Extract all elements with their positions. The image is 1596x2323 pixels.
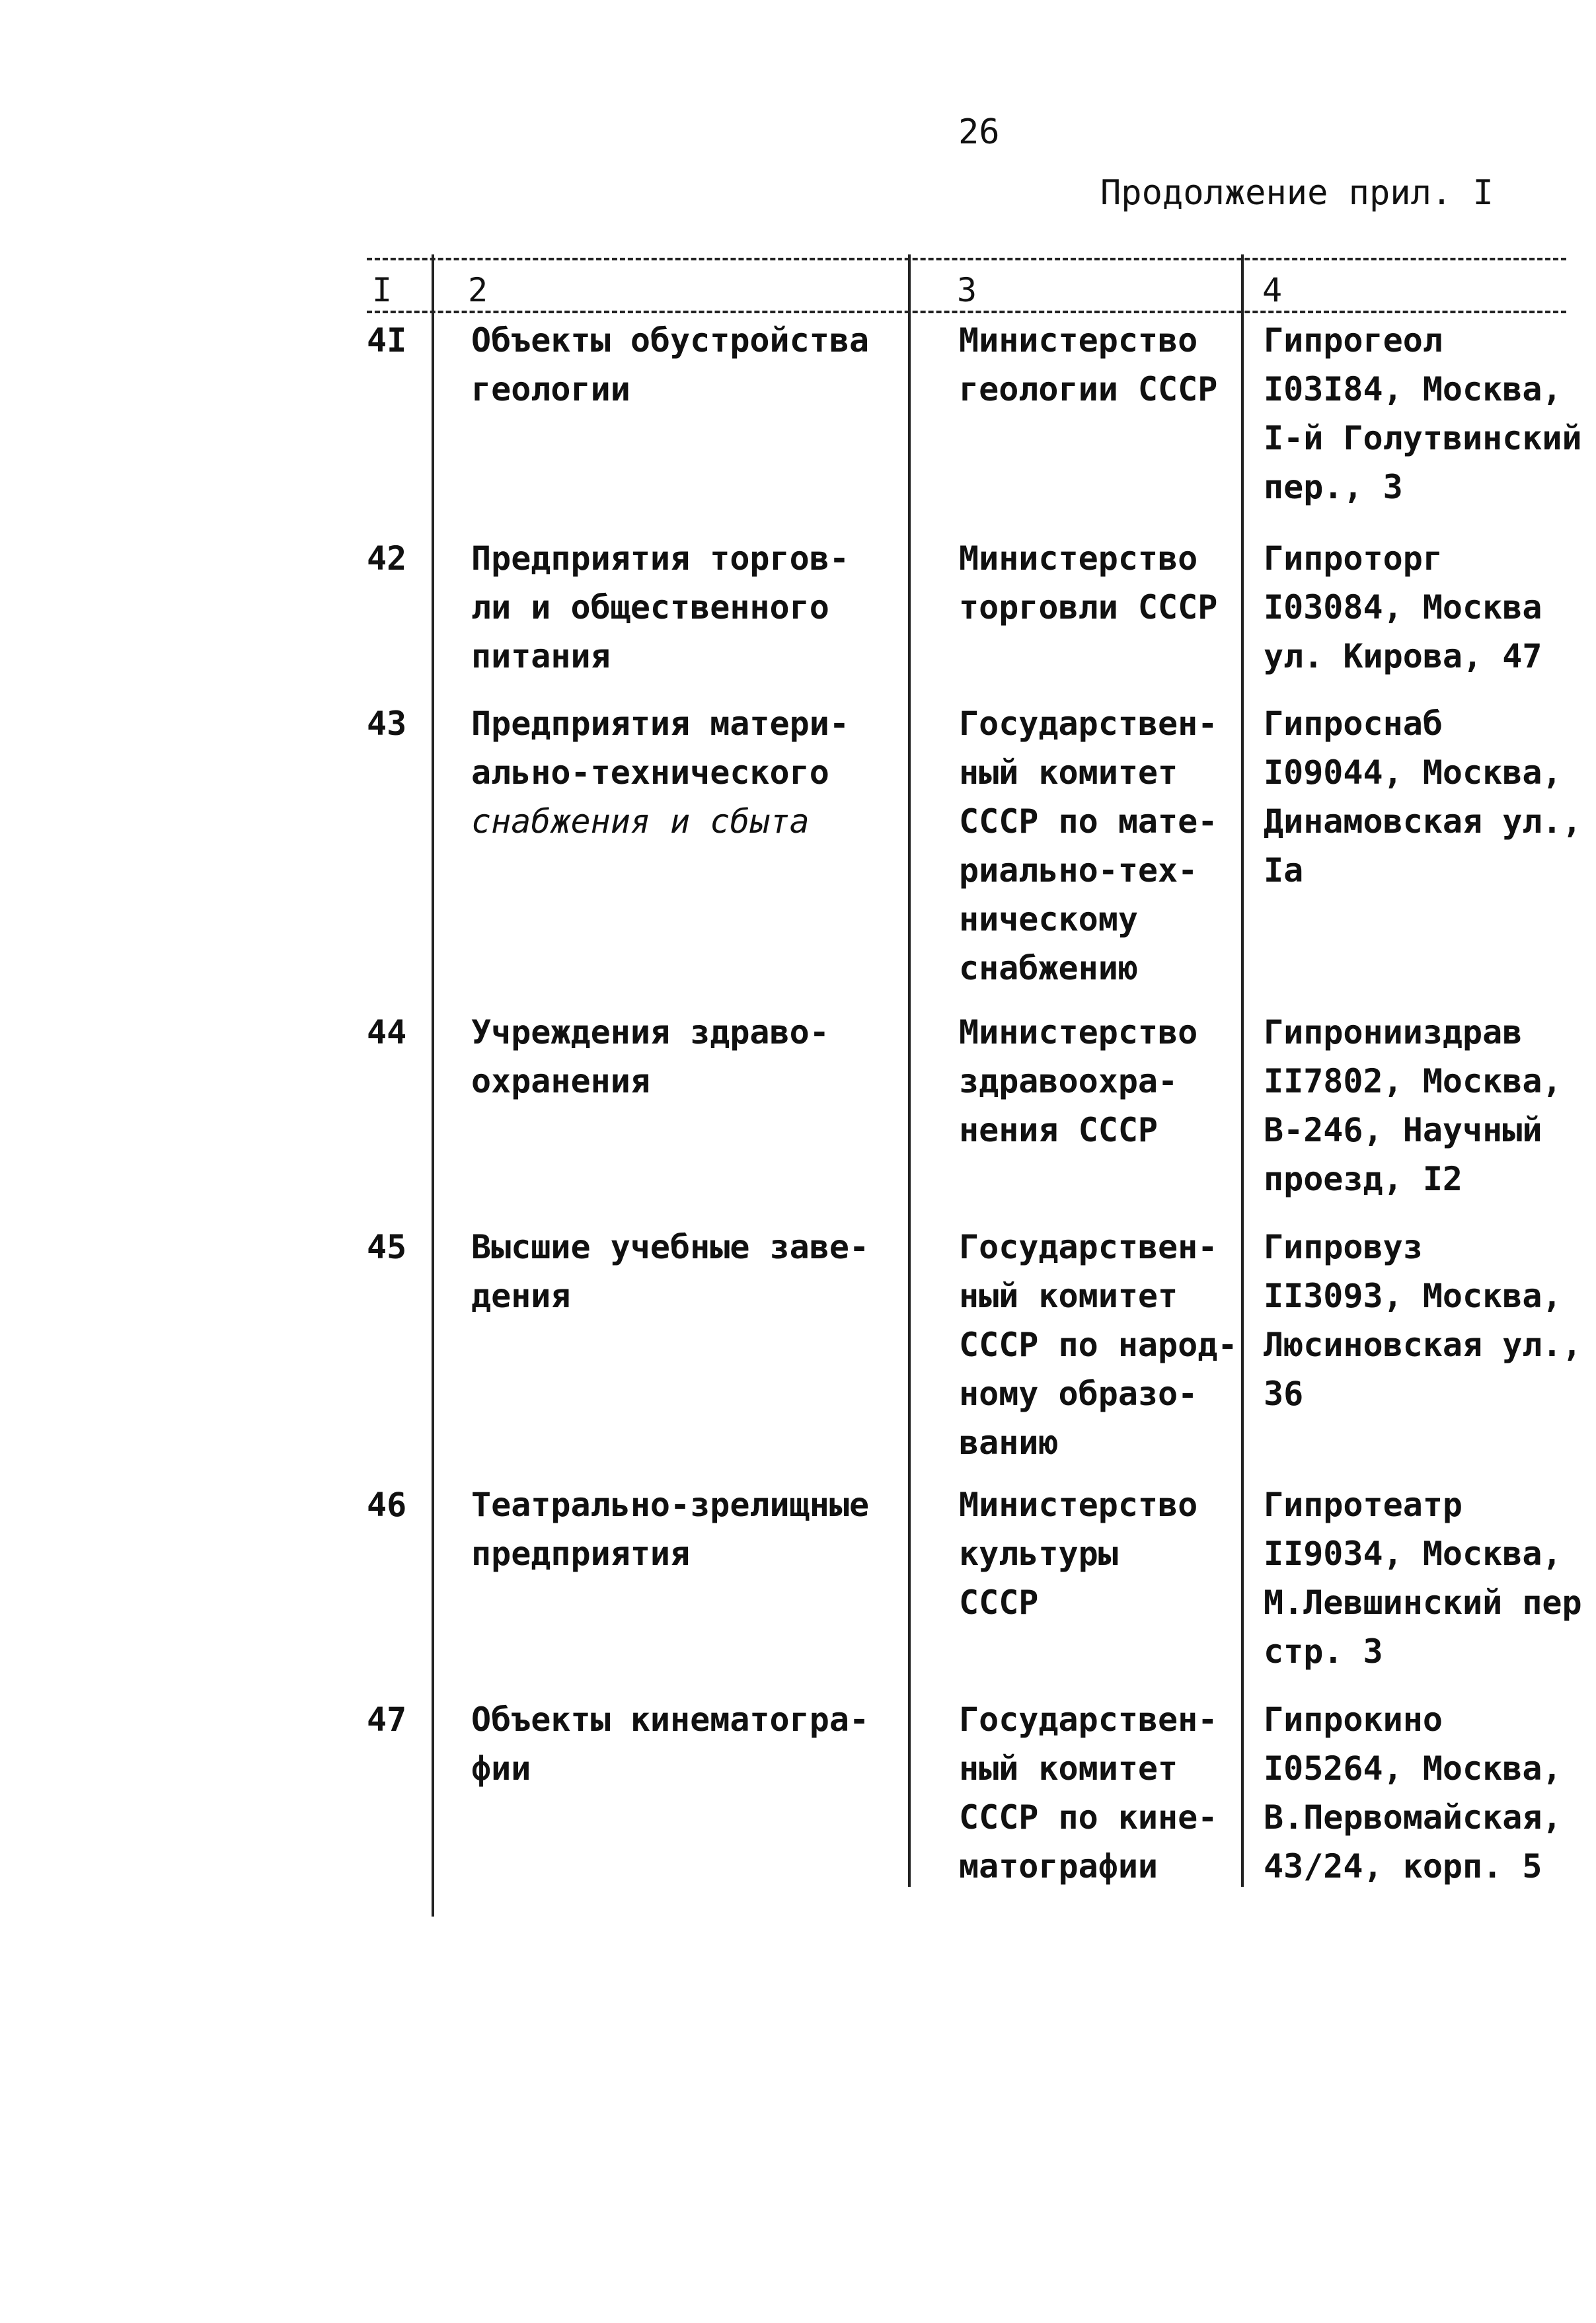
- object-type-line: Объекты обустройства: [471, 321, 870, 360]
- design-institute-line: I09044, Москва,: [1264, 753, 1562, 792]
- ministry-line: культуры: [959, 1535, 1118, 1573]
- ministry-cell: [959, 1223, 1236, 1467]
- ministry-line: СССР по мате-: [959, 802, 1218, 841]
- column-divider-3: [1241, 254, 1244, 1887]
- page-number: 26: [958, 112, 1000, 152]
- object-type-line: ли и общественного: [471, 588, 829, 627]
- object-type-line: Театрально-зрелищные: [471, 1486, 870, 1524]
- object-type-cell: [471, 1008, 894, 1106]
- ministry-line: матографии: [959, 1847, 1159, 1885]
- ministry-line: ный комитет: [959, 753, 1178, 792]
- ministry-line: СССР: [959, 1583, 1039, 1622]
- ministry-cell: [959, 534, 1236, 632]
- column-divider-1: [432, 254, 434, 1917]
- ministry-line: ному образо-: [959, 1375, 1198, 1413]
- design-institute-line: М.Левшинский пер: [1264, 1583, 1582, 1622]
- ministry-line: ванию: [959, 1424, 1059, 1462]
- object-type-line: ально-технического: [471, 753, 829, 792]
- column-header-4: 4: [1262, 271, 1283, 309]
- object-type-line: питания: [471, 637, 611, 675]
- ministry-cell: [959, 1480, 1236, 1627]
- design-institute-line: Гипроснаб: [1264, 705, 1443, 743]
- design-institute-line: Гипроторг: [1264, 539, 1443, 578]
- ministry-cell: [959, 316, 1236, 414]
- object-type-line: Предприятия матери-: [471, 705, 849, 743]
- object-type-line: Предприятия торгов-: [471, 539, 849, 578]
- design-institute-cell: [1264, 1008, 1591, 1203]
- design-institute-line: проезд, I2: [1264, 1160, 1463, 1198]
- object-type-line: Высшие учебные заве-: [471, 1228, 870, 1266]
- ministry-line: нения СССР: [959, 1111, 1159, 1149]
- ministry-cell: [959, 699, 1236, 993]
- design-institute-cell: [1264, 316, 1591, 512]
- design-institute-line: В-246, Научный: [1264, 1111, 1542, 1149]
- design-institute-line: ул. Кирова, 47: [1264, 637, 1542, 675]
- ministry-line: Государствен-: [959, 1228, 1218, 1266]
- ministry-line: Государствен-: [959, 705, 1218, 743]
- ministry-line: ный комитет: [959, 1277, 1178, 1315]
- object-type-cell: [471, 316, 894, 414]
- table-header-rule: [367, 311, 1566, 313]
- column-header-2: 2: [468, 271, 488, 309]
- design-institute-line: Гипротеатр: [1264, 1486, 1463, 1524]
- ministry-line: Министерство: [959, 1486, 1198, 1524]
- design-institute-line: I-й Голутвинский: [1264, 419, 1582, 457]
- ministry-line: Министерство: [959, 539, 1198, 578]
- design-institute-line: I05264, Москва,: [1264, 1749, 1562, 1788]
- ministry-cell: [959, 1695, 1236, 1891]
- ministry-line: Министерство: [959, 1013, 1198, 1051]
- ministry-line: СССР по кине-: [959, 1798, 1218, 1837]
- design-institute-line: Iа: [1264, 851, 1304, 890]
- design-institute-line: 43/24, корп. 5: [1264, 1847, 1542, 1885]
- row-number-cell: 44: [367, 1013, 407, 1051]
- row-number-cell: 4I: [367, 321, 407, 360]
- design-institute-line: 36: [1264, 1375, 1304, 1413]
- object-type-cell: [471, 1223, 894, 1320]
- object-type-line: дения: [471, 1277, 571, 1315]
- design-institute-cell: [1264, 1480, 1591, 1676]
- ministry-line: здравоохра-: [959, 1062, 1178, 1100]
- design-institute-cell: [1264, 534, 1591, 681]
- column-header-3: 3: [957, 271, 977, 309]
- object-type-cell: [471, 1695, 894, 1793]
- object-type-line: предприятия: [471, 1535, 691, 1573]
- object-type-line: геологии: [471, 370, 630, 408]
- design-institute-line: В.Первомайская,: [1264, 1798, 1562, 1837]
- ministry-line: ническому: [959, 900, 1138, 938]
- object-type-cell: [471, 1480, 894, 1578]
- design-institute-line: Динамовская ул.,: [1264, 802, 1582, 841]
- design-institute-line: Гипрокино: [1264, 1700, 1443, 1739]
- continuation-label: Продолжение прил. I: [1100, 173, 1494, 213]
- row-number-cell: 47: [367, 1700, 407, 1739]
- design-institute-line: пер., 3: [1264, 468, 1403, 506]
- ministry-line: торговли СССР: [959, 588, 1218, 627]
- design-institute-line: стр. 3: [1264, 1632, 1383, 1671]
- design-institute-cell: [1264, 1695, 1591, 1891]
- design-institute-line: I03084, Москва: [1264, 588, 1542, 627]
- object-type-line: снабжения и сбыта: [471, 802, 810, 841]
- column-divider-2: [908, 254, 911, 1887]
- ministry-line: риально-тех-: [959, 851, 1198, 890]
- ministry-line: Государствен-: [959, 1700, 1218, 1739]
- design-institute-cell: [1264, 1223, 1591, 1418]
- design-institute-line: Люсиновская ул.,: [1264, 1326, 1582, 1364]
- design-institute-line: I03I84, Москва,: [1264, 370, 1562, 408]
- ministry-line: Министерство: [959, 321, 1198, 360]
- object-type-line: охранения: [471, 1062, 650, 1100]
- design-institute-line: II7802, Москва,: [1264, 1062, 1562, 1100]
- object-type-cell: [471, 699, 894, 846]
- table-top-rule: [367, 258, 1566, 260]
- design-institute-line: Гипрогеол: [1264, 321, 1443, 360]
- design-institute-cell: [1264, 699, 1591, 895]
- object-type-line: Объекты кинематогра-: [471, 1700, 870, 1739]
- object-type-line: Учреждения здраво-: [471, 1013, 829, 1051]
- row-number-cell: 42: [367, 539, 407, 578]
- design-institute-line: Гипронииздрав: [1264, 1013, 1523, 1051]
- column-header-1: I: [372, 271, 393, 309]
- ministry-cell: [959, 1008, 1236, 1155]
- row-number-cell: 46: [367, 1486, 407, 1524]
- design-institute-line: II9034, Москва,: [1264, 1535, 1562, 1573]
- design-institute-line: II3093, Москва,: [1264, 1277, 1562, 1315]
- object-type-cell: [471, 534, 894, 681]
- object-type-line: фии: [471, 1749, 531, 1788]
- row-number-cell: 43: [367, 705, 407, 743]
- ministry-line: геологии СССР: [959, 370, 1218, 408]
- ministry-line: снабжению: [959, 949, 1138, 987]
- ministry-line: ный комитет: [959, 1749, 1178, 1788]
- design-institute-line: Гипровуз: [1264, 1228, 1423, 1266]
- ministry-line: СССР по народ-: [959, 1326, 1238, 1364]
- row-number-cell: 45: [367, 1228, 407, 1266]
